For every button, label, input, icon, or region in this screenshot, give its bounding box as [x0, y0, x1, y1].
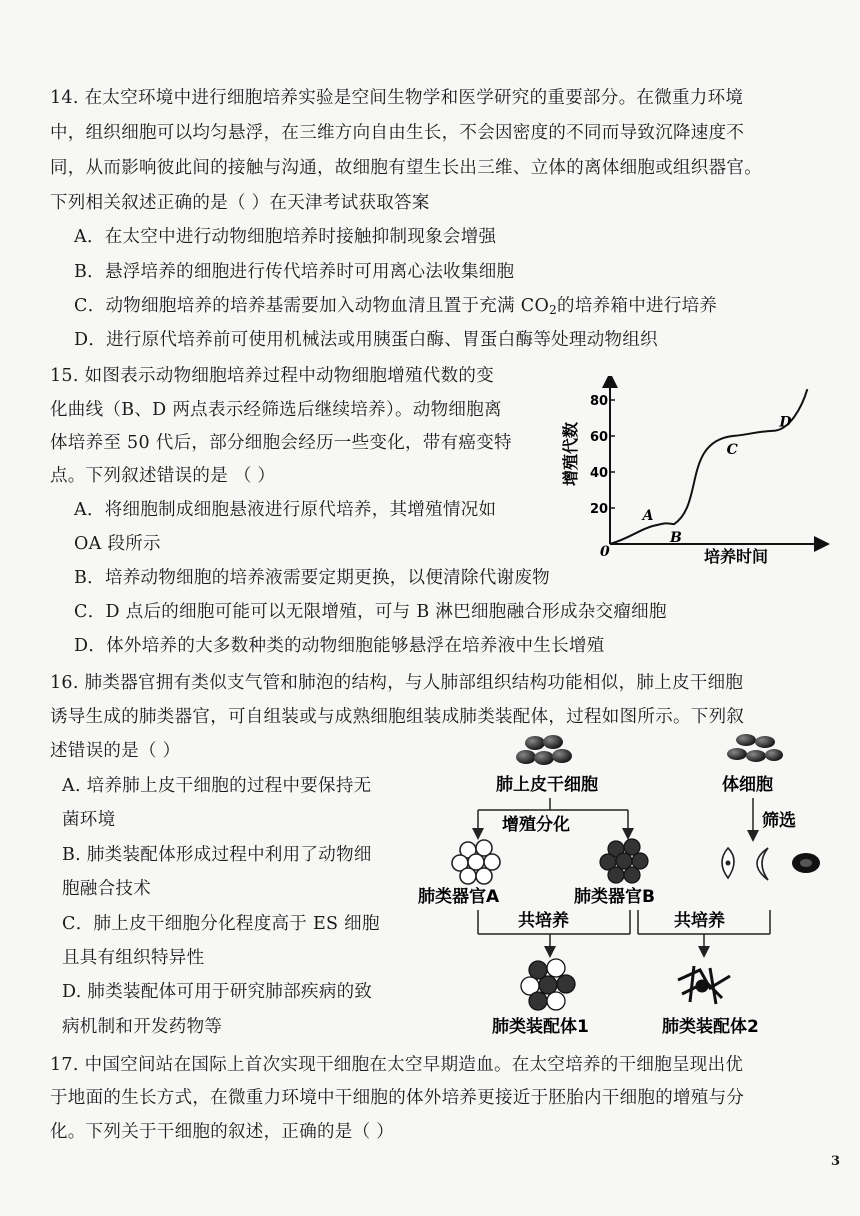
label-assembloid-1: 肺类装配体1 [492, 1017, 589, 1037]
q15-stem-line2: 化曲线（B、D 两点表示经筛选后继续培养）。动物细胞离 [50, 400, 502, 420]
label-somatic-cell: 体细胞 [722, 775, 773, 795]
chart-point-label-d: D [779, 414, 792, 431]
q14-option-a: A．在太空中进行动物细胞培养时接触抑制现象会增强 [74, 227, 497, 247]
chart-y-tick-label: 60 [590, 430, 609, 445]
q16-option-b: B. 肺类装配体形成过程中利用了动物细 [62, 845, 372, 865]
chart-origin: 0 [600, 544, 610, 560]
page-number: 3 [830, 1154, 840, 1169]
q15-stem-line4: 点。下列叙述错误的是 （ ） [50, 466, 276, 486]
label-screen: 筛选 [762, 811, 796, 831]
label-assembloid-2: 肺类装配体2 [662, 1017, 759, 1037]
q14-stem-line2: 中，组织细胞可以均匀悬浮，在三维方向自由生长，不会因密度的不同而导致沉降速度不 [50, 123, 745, 143]
somatic-cell-cluster-icon [727, 734, 783, 762]
chart-point-label-c: C [726, 442, 738, 458]
organoid-b-icon [600, 839, 648, 883]
q14-option-d: D．进行原代培养前可使用机械法或用胰蛋白酶、胃蛋白酶等处理动物组织 [74, 330, 658, 350]
label-stem-cell: 肺上皮干细胞 [496, 775, 598, 795]
label-coculture-1: 共培养 [518, 911, 569, 931]
chart-y-tick-label: 20 [590, 502, 609, 517]
q16-stem-line3: 述错误的是（ ） [50, 741, 181, 761]
q17-stem-line3: 化。下列关于干细胞的叙述，正确的是（ ） [50, 1122, 395, 1142]
chart-point-label-b: B [670, 530, 682, 547]
chart-y-tick-label: 40 [590, 466, 609, 481]
q16-option-c: C．肺上皮干细胞分化程度高于 ES 细胞 [62, 914, 380, 934]
q15-option-c: C．D 点后的细胞可能可以无限增殖，可与 B 淋巴细胞融合形成杂交瘤细胞 [74, 602, 667, 622]
q16-option-d-cont: 病机制和开发药物等 [62, 1017, 223, 1037]
q14-option-b: B．悬浮培养的细胞进行传代培养时可用离心法收集细胞 [74, 262, 515, 282]
q15-option-a: A．将细胞制成细胞悬液进行原代培养，其增殖情况如 [74, 500, 497, 520]
q14-stem-line1: 14. 在太空环境中进行细胞培养实验是空间生物学和医学研究的重要部分。在微重力环境 [50, 88, 744, 108]
q16-option-c-cont: 且具有组织特异性 [62, 948, 205, 968]
chart-y-tick-label: 80 [590, 394, 609, 409]
proliferation-chart [560, 376, 830, 576]
q15-option-d: D．体外培养的大多数种类的动物细胞能够悬浮在培养液中生长增殖 [74, 636, 605, 656]
q14-stem-line4: 下列相关叙述正确的是（ ）在天津考试获取答案 [50, 193, 430, 213]
q16-stem-line2: 诱导生成的肺类器官，可自组装或与成熟细胞组装成肺类装配体，过程如图所示。下列叙 [50, 707, 745, 727]
q17-stem-line1: 17. 中国空间站在国际上首次实现干细胞在太空早期造血。在太空培养的干细胞呈现出优 [50, 1055, 744, 1075]
label-organoid-a: 肺类器官A [418, 887, 500, 907]
screened-cells-icon [722, 848, 820, 880]
assembloid-2-icon [678, 966, 730, 1004]
label-proliferate: 增殖分化 [502, 815, 570, 835]
q16-option-a: A. 培养肺上皮干细胞的过程中要保持无 [62, 776, 372, 796]
chart-point-label-a: A [642, 508, 654, 524]
q15-option-b: B．培养动物细胞的培养液需要定期更换，以便清除代谢废物 [74, 568, 550, 588]
q15-stem-line1: 15. 如图表示动物细胞培养过程中动物细胞增殖代数的变 [50, 366, 494, 386]
q15-stem-line3: 体培养至 50 代后，部分细胞会经历一些变化，带有癌变特 [50, 433, 512, 453]
chart-x-label: 培养时间 [704, 547, 769, 566]
assembloid-1-icon [521, 959, 575, 1010]
q16-option-b-cont: 胞融合技术 [62, 879, 151, 899]
q16-stem-line1: 16. 肺类器官拥有类似支气管和肺泡的结构，与人肺部组织结构功能相似，肺上皮干细胞 [50, 673, 744, 693]
label-coculture-2: 共培养 [674, 911, 725, 931]
q14-option-c: C．动物细胞培养的培养基需要加入动物血清且置于充满 $CO_2$的培养箱中进行培养 [74, 296, 718, 317]
chart-curve [610, 389, 807, 547]
organoid-a-icon [452, 840, 500, 884]
q14-stem-line3: 同，从而影响彼此间的接触与沟通，故细胞有望生长出三维、立体的离体细胞或组织器官。 [50, 158, 762, 178]
q16-option-a-cont: 菌环境 [62, 810, 116, 830]
q16-option-d: D. 肺类装配体可用于研究肺部疾病的致 [62, 982, 373, 1002]
label-organoid-b: 肺类器官B [574, 887, 655, 907]
stem-cell-cluster-icon [516, 735, 572, 765]
organoid-diagram [410, 730, 850, 1050]
q15-option-a-cont: OA 段所示 [74, 534, 161, 554]
chart-y-label: 增殖代数 [561, 421, 580, 486]
q17-stem-line2: 于地面的生长方式，在微重力环境中干细胞的体外培养更接近于胚胎内干细胞的增殖与分 [50, 1088, 745, 1108]
